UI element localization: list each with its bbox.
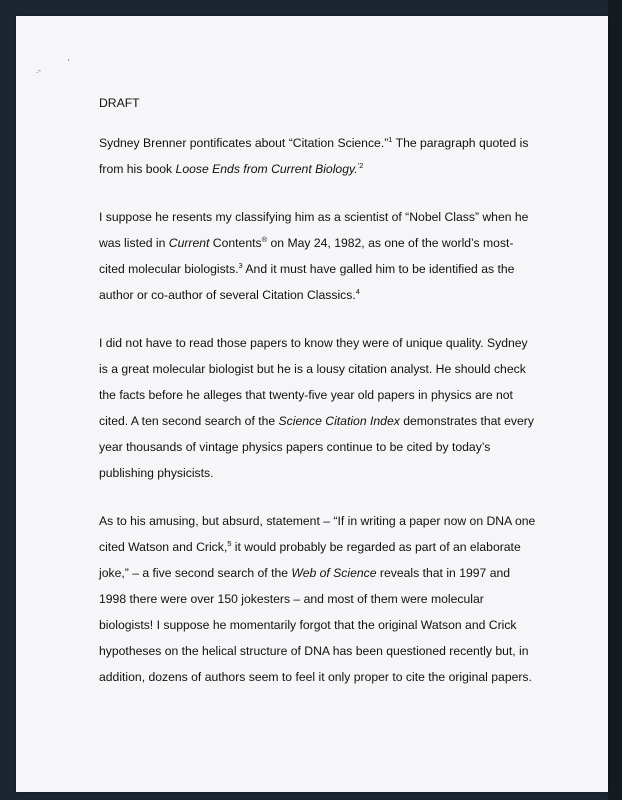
footnote-ref: 1: [388, 135, 393, 144]
scanner-edge: [608, 0, 622, 800]
text-run: I did not have to read those papers to know they were of unique quality. Sydney is a great molecular biologist but he is a lousy citation analyst. He should check the facts before he alleges that twenty-five year old papers in physics are not cited. A ten second search of the: [99, 336, 528, 428]
stray-mark: .-: [36, 66, 41, 75]
database-title: Web of Science: [291, 566, 377, 580]
text-run: As to his amusing, but absurd, statement – “If in writing a paper now on DNA one cited Watson and Crick,: [99, 514, 536, 554]
text-run: demonstrates that every year thousands of vintage physics papers continue to be cited by today’s publishing physicists.: [99, 414, 534, 480]
publication-title: Current: [168, 236, 210, 250]
footnote-ref: 4: [355, 287, 360, 296]
book-title: Loose Ends from Current Biology.: [175, 162, 358, 176]
draft-heading: DRAFT: [99, 96, 140, 110]
index-title: Science Citation Index: [278, 414, 400, 428]
text-run: on May 24, 1982, as one of the world’s most-cited molecular biologists.: [99, 236, 514, 276]
text-run: reveals that in 1997 and 1998 there were over 150 jokesters – and most of them were molecular biologists! I suppose he momentarily forgot that the original Watson and Crick hypotheses on the helical structure of DNA has been questioned recently but, in addition, dozens of authors seem to feel it only proper to cite the original papers.: [99, 566, 532, 684]
stray-mark: ': [68, 58, 70, 67]
text-run: Sydney Brenner pontificates about “Citation Science.”: [99, 136, 389, 150]
footnote-ref: 3: [238, 261, 243, 270]
paragraph-3: [99, 330, 539, 486]
document-body: [99, 90, 539, 690]
text-run: I suppose he resents my classifying him as a scientist of “Nobel Class” when he was listed in: [99, 210, 529, 250]
footnote-ref: 5: [227, 539, 232, 548]
text-run: And it must have galled him to be identified as the author or co-author of several Citation Classics.: [99, 262, 515, 302]
text-run: it would probably be regarded as part of an elaborate joke,” – a five second search of the: [99, 540, 521, 580]
paragraph-2: [99, 204, 539, 308]
paragraph-4: [99, 508, 539, 690]
paragraph-1: [99, 130, 539, 182]
document-page: [16, 16, 608, 792]
text-run: Contents: [209, 236, 262, 250]
text-run: The paragraph quoted is from his book: [99, 136, 529, 176]
footnote-ref: ’2: [357, 161, 364, 170]
registered-mark: ®: [261, 235, 268, 244]
